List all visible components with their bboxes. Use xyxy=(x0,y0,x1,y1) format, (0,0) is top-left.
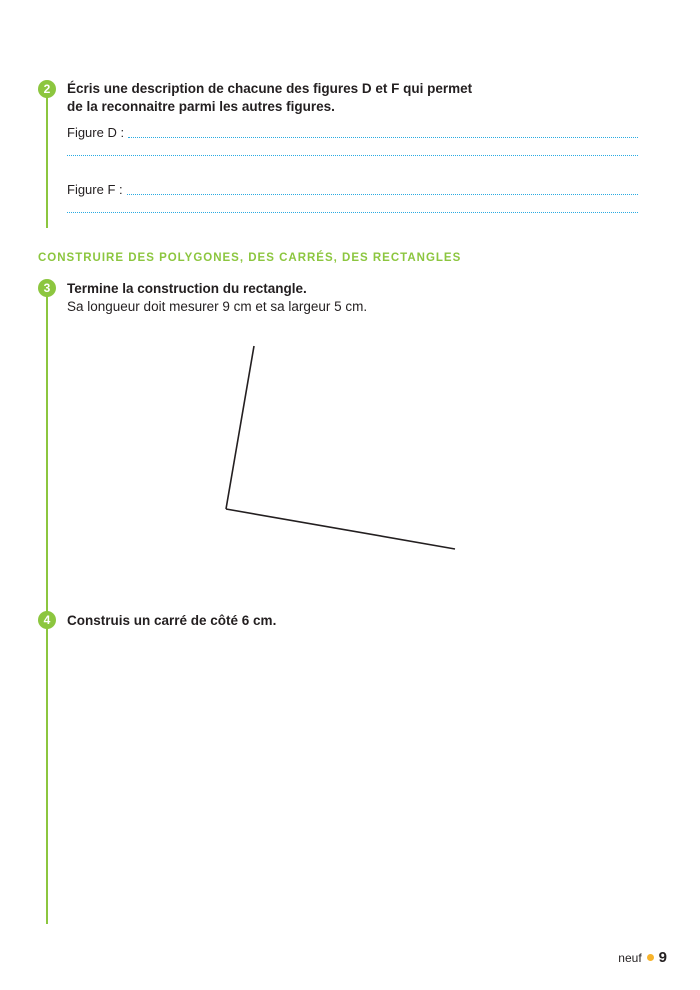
rectangle-length-side xyxy=(226,509,455,549)
page-footer xyxy=(618,949,667,966)
exercise-number-badge: 4 xyxy=(38,611,56,629)
exercise-2-line1: Écris une description de chacune des figures D et F qui permet xyxy=(67,81,473,96)
exercise-number-badge: 3 xyxy=(38,279,56,297)
exercise-2-line2: de la reconnaitre parmi les autres figures. xyxy=(67,99,335,114)
exercise-3-line1: Termine la construction du rectangle. xyxy=(67,281,307,296)
footer-dot-icon xyxy=(647,954,654,961)
page-number-word: neuf xyxy=(618,950,642,965)
exercise-3-line2: Sa longueur doit mesurer 9 cm et sa largeur 5 cm. xyxy=(67,299,368,314)
answer-label: Figure F : xyxy=(67,182,123,197)
exercise-number-badge: 2 xyxy=(38,80,56,98)
rectangle-width-side xyxy=(226,346,254,509)
exercise-4-line1: Construis un carré de côté 6 cm. xyxy=(67,613,277,628)
answer-label: Figure D : xyxy=(67,125,125,140)
section-title: CONSTRUIRE DES POLYGONES, DES CARRÉS, DES RECTANGLES xyxy=(38,252,462,264)
exercise-4-instruction xyxy=(67,612,276,630)
page-number: 9 xyxy=(658,949,667,966)
